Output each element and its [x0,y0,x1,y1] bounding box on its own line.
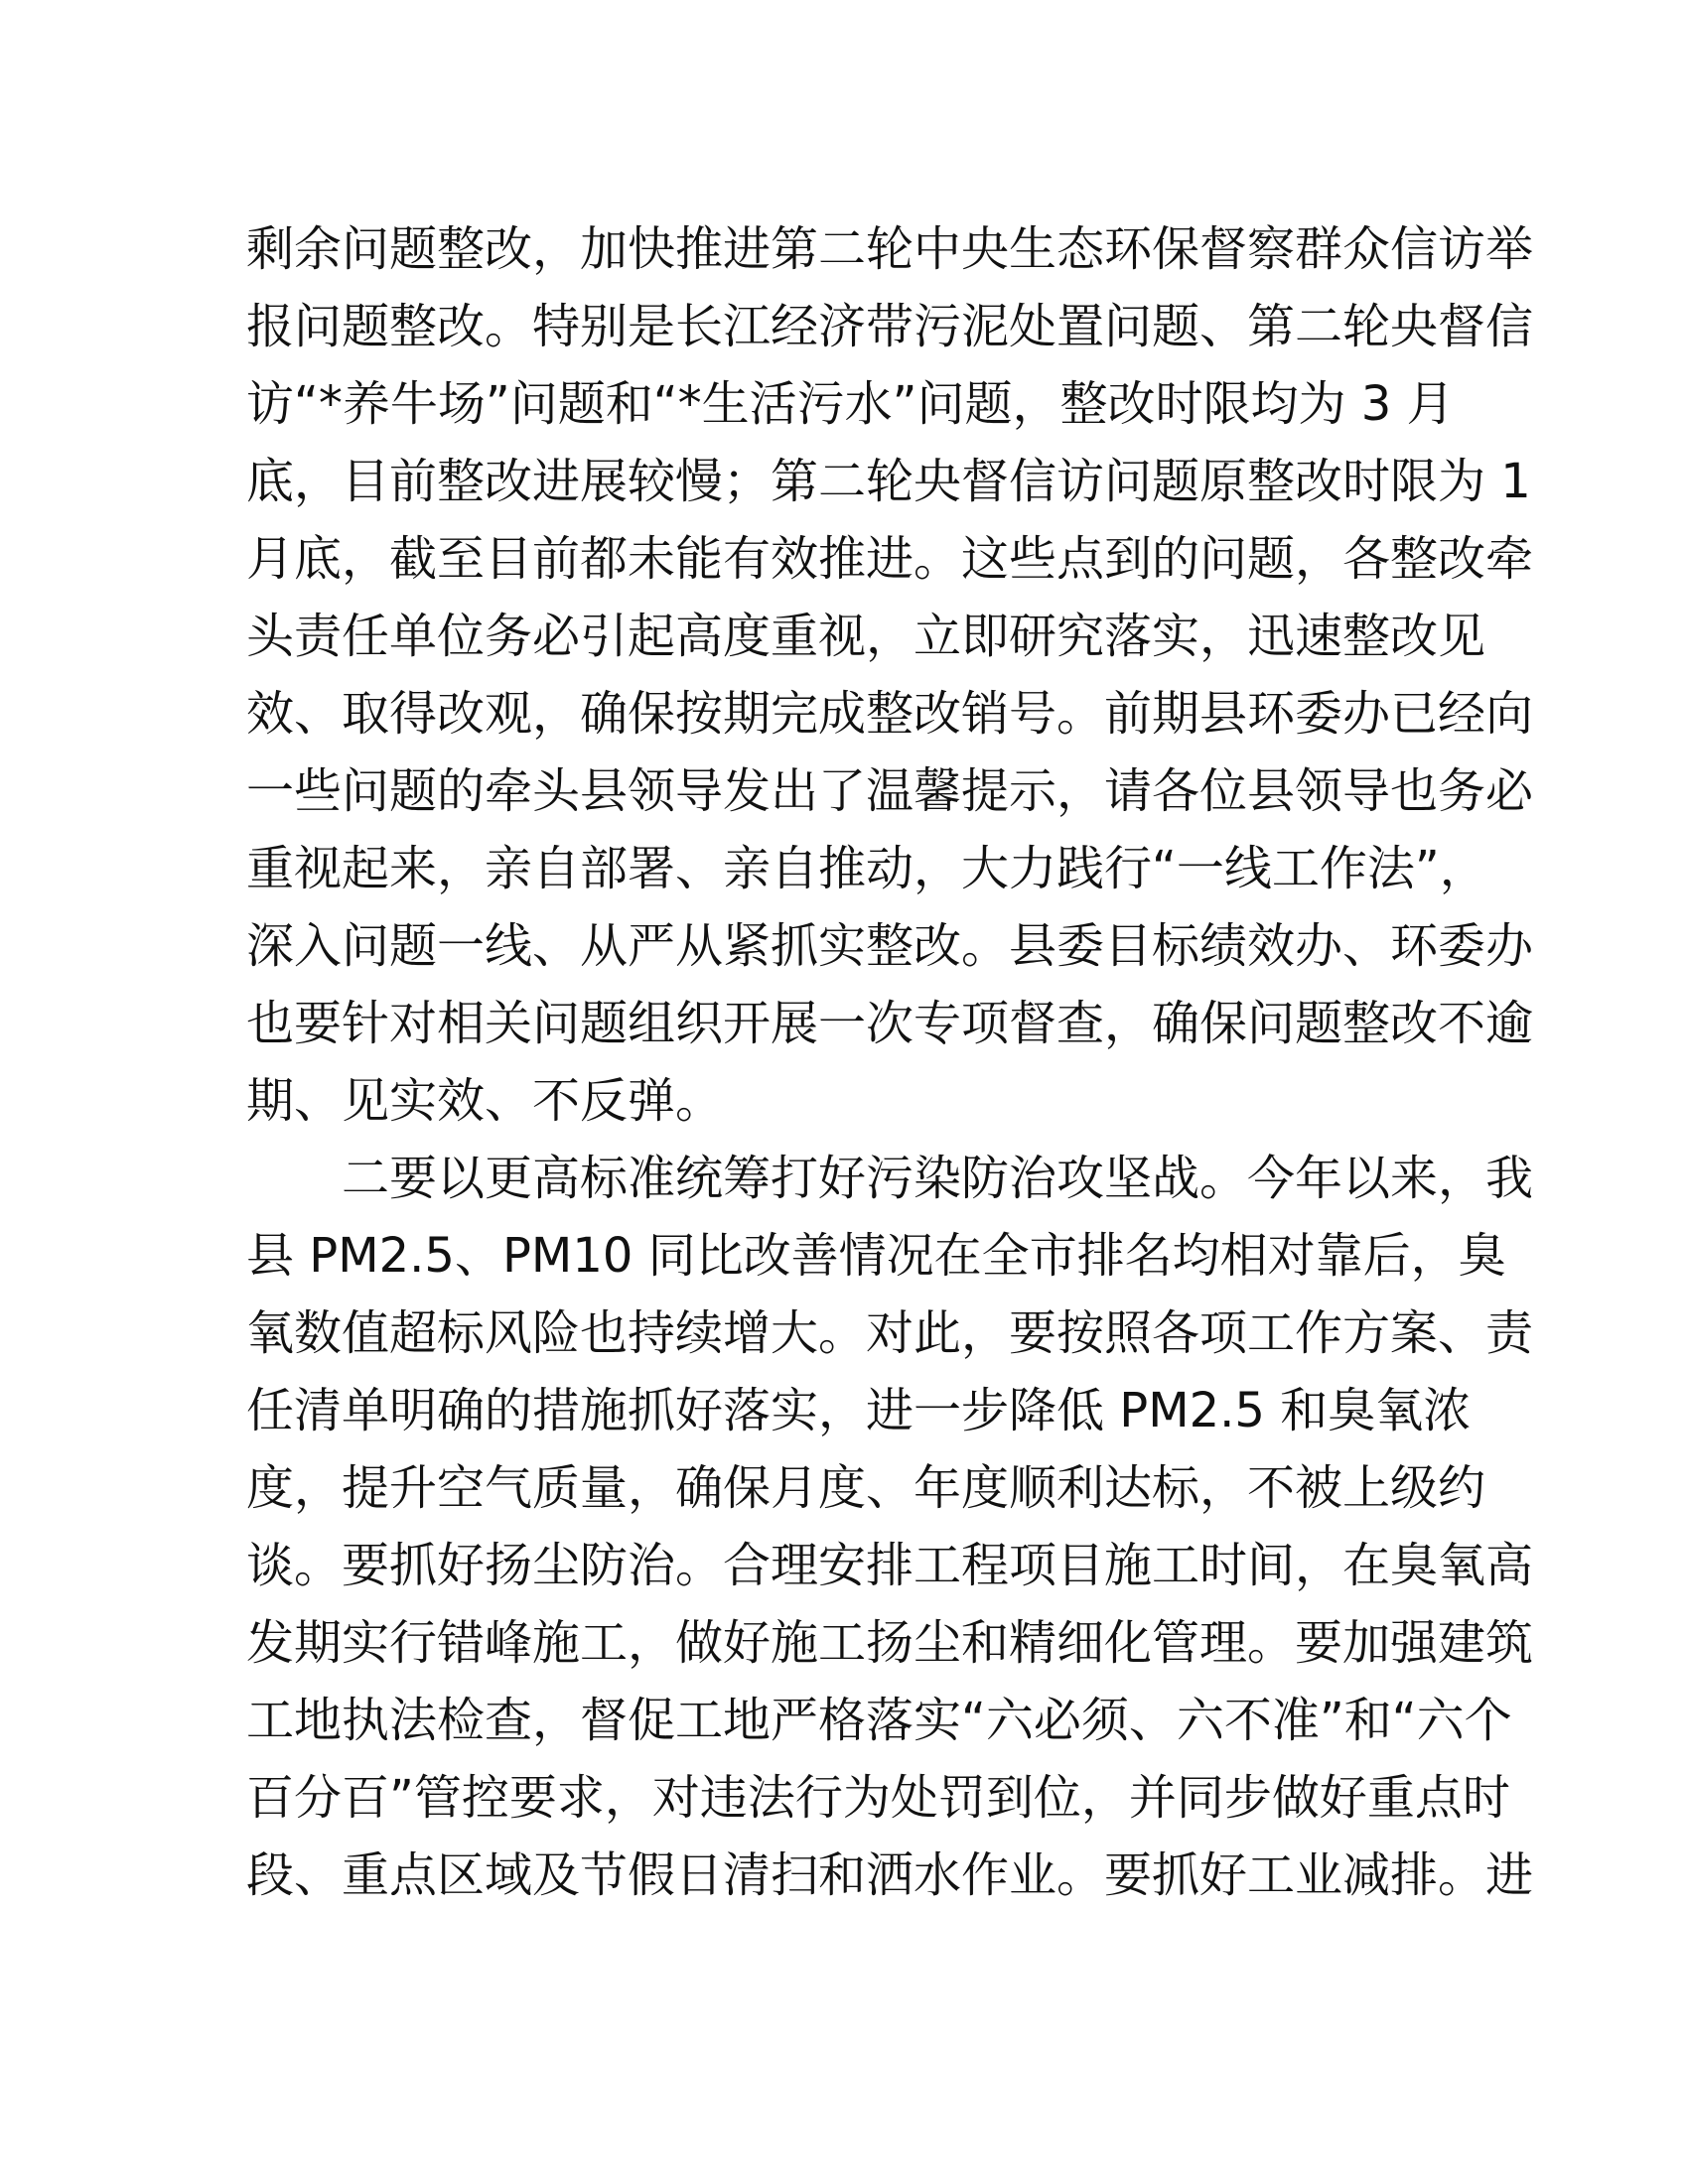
paragraph-line: 工地执法检查，督促工地严格落实“六必须、六不准”和“六个 [246,1693,1512,1748]
paragraph-line: 发期实行错峰施工，做好施工扬尘和精细化管理。要加强建筑 [246,1615,1534,1671]
paragraph-line: 二要以更高标准统筹打好污染防治攻坚战。今年以来，我 [342,1151,1534,1206]
paragraph-line: 度，提升空气质量，确保月度、年度顺利达标，不被上级约 [246,1460,1486,1516]
paragraph-line: 头责任单位务必引起高度重视，立即研究落实，迅速整改见 [246,609,1486,664]
paragraph-line: 氧数值超标风险也持续增大。对此，要按照各项工作方案、责 [246,1305,1534,1361]
paragraph-line: 任清单明确的措施抓好落实，进一步降低 PM2.5 和臭氧浓 [246,1383,1472,1438]
paragraph-line: 月底，截至目前都未能有效推进。这些点到的问题，各整改牵 [246,531,1534,587]
paragraph-line: 报问题整改。特别是长江经济带污泥处置问题、第二轮央督信 [246,299,1534,354]
paragraph-line: 百分百”管控要求，对违法行为处罚到位，并同步做好重点时 [246,1770,1510,1826]
paragraph-line: 访“*养牛场”问题和“*生活污水”问题，整改时限均为 3 月 [246,376,1455,432]
paragraph-line: 底，目前整改进展较慢；第二轮央督信访问题原整改时限为 1 [246,454,1531,509]
paragraph-line: 重视起来，亲自部署、亲自推动，大力践行“一线工作法”， [246,841,1487,896]
paragraph-line: 效、取得改观，确保按期完成整改销号。前期县环委办已经向 [246,686,1534,742]
paragraph-line: 剩余问题整改，加快推进第二轮中央生态环保督察群众信访举 [246,221,1534,277]
paragraph-line: 段、重点区域及节假日清扫和洒水作业。要抓好工业减排。进 [246,1847,1534,1903]
paragraph-line: 期、见实效、不反弹。 [246,1073,724,1129]
body-paragraph-1 [246,210,1534,1140]
paragraph-line: 谈。要抓好扬尘防治。合理安排工程项目施工时间，在臭氧高 [246,1538,1534,1593]
body-paragraph-2 [246,1140,1534,1914]
paragraph-line: 也要针对相关问题组织开展一次专项督查，确保问题整改不逾 [246,996,1534,1051]
paragraph-line: 一些问题的牵头县领导发出了温馨提示，请各位县领导也务必 [246,763,1534,819]
paragraph-line: 县 PM2.5、PM10 同比改善情况在全市排名均相对靠后，臭 [246,1228,1506,1284]
paragraph-line: 深入问题一线、从严从紧抓实整改。县委目标绩效办、环委办 [246,918,1534,974]
